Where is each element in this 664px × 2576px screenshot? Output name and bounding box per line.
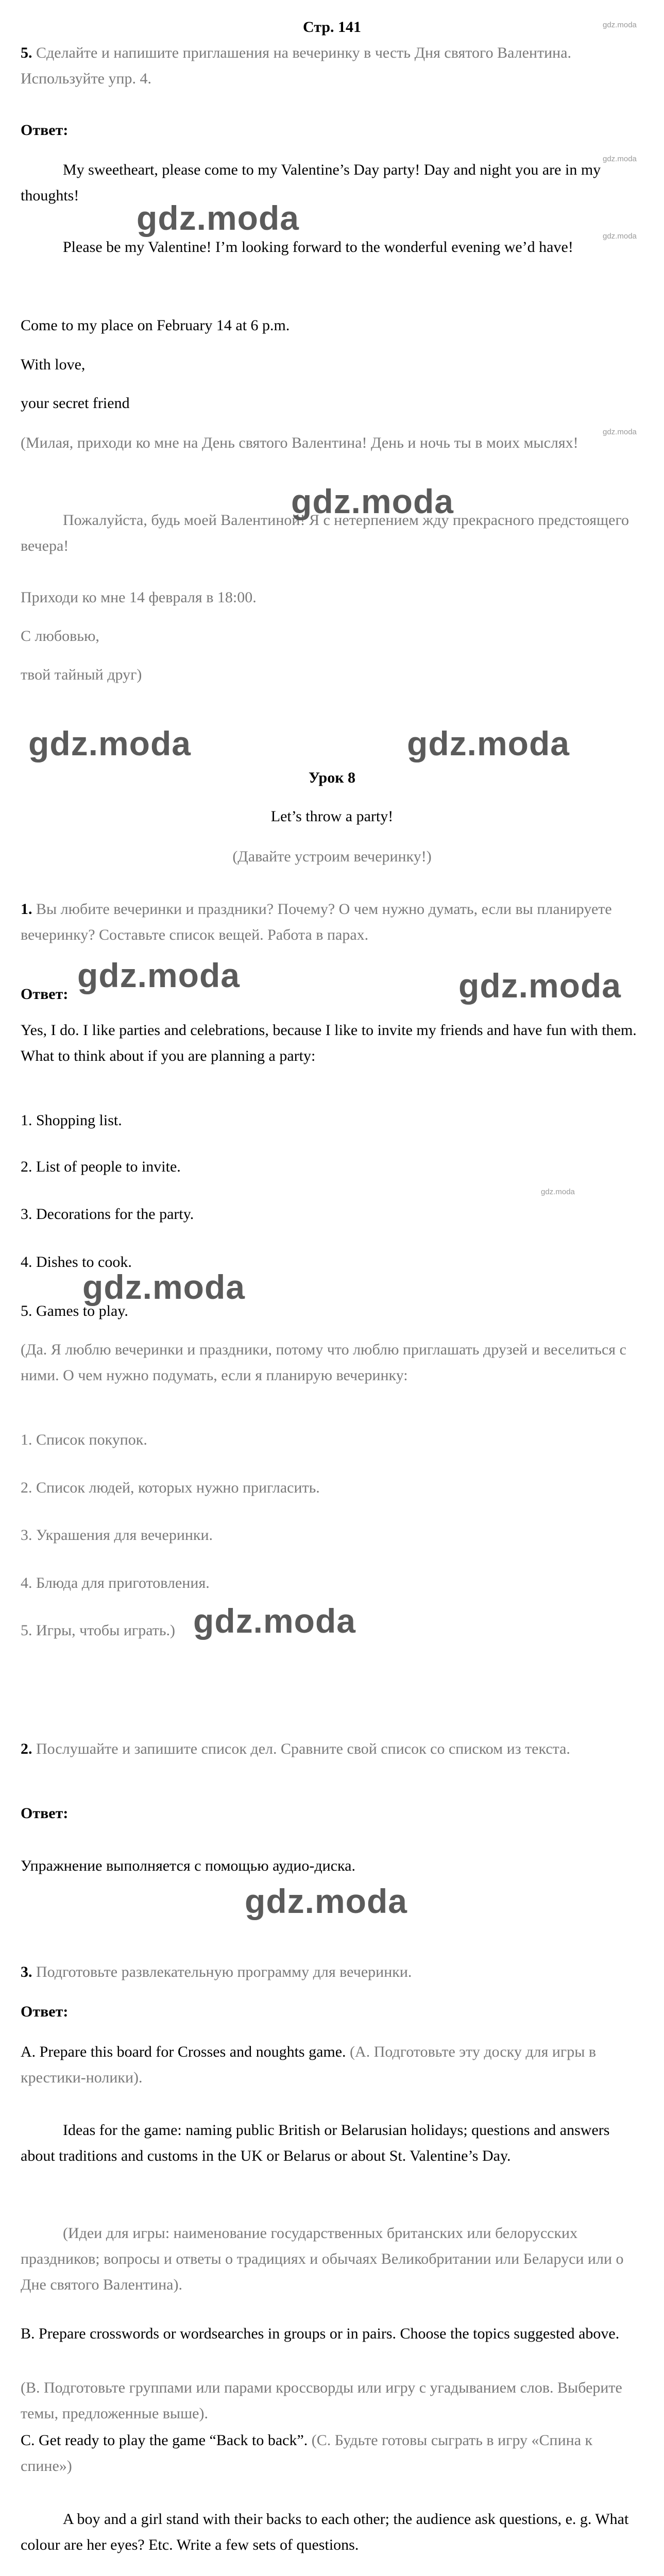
answer-en: C. Get ready to play the game “Back to back”.	[21, 2432, 308, 2449]
answer-label: Ответ:	[21, 986, 69, 1003]
exercise-task-text: Подготовьте развлекательную программу для вечеринки.	[36, 1963, 412, 1980]
translation-line: Пожалуйста, будь моей Валентиной! Я с нетерпением жду прекрасного предстоящего вечера!	[21, 512, 629, 554]
translation-list-item: 3. Украшения для вечеринки.	[21, 1527, 213, 1544]
translation-line: Приходи ко мне 14 февраля в 18:00.	[21, 589, 257, 606]
watermark-small: gdz.moda	[541, 1188, 575, 1196]
watermark-small: gdz.moda	[603, 21, 637, 29]
answer-paragraph: Yes, I do. I like parties and celebrations, because I like to invite my friends and have fun with them. What to think about if you are planning a party:	[21, 1022, 637, 1064]
exercise-number: 2.	[21, 1740, 32, 1757]
watermark-logo: gdz.moda	[407, 724, 570, 762]
lesson-subtitle-translation: (Давайте устроим вечеринку!)	[232, 848, 432, 865]
watermark-logo: gdz.moda	[28, 724, 191, 762]
answer-line: With love,	[21, 356, 86, 373]
lesson-subtitle: Let’s throw a party!	[270, 808, 394, 825]
watermark-logo: gdz.moda	[82, 1268, 245, 1306]
translation-list-item: 4. Блюда для приготовления.	[21, 1574, 210, 1591]
answer-paragraph	[21, 2428, 639, 2479]
exercise-3-task	[21, 1959, 639, 1985]
watermark-small: gdz.moda	[603, 155, 637, 163]
list-item: 3. Decorations for the party.	[21, 1206, 194, 1223]
page-number: Стр. 141	[302, 19, 362, 36]
exercise-task-text: Послушайте и запишите список дел. Сравните свой список со списком из текста.	[36, 1740, 570, 1757]
answer-paragraph: A boy and a girl stand with their backs to each other; the audience ask questions, e. g. What colour are her eyes? Etc. Write a few sets of questions.	[21, 2511, 629, 2553]
watermark-small: gdz.moda	[603, 232, 637, 241]
watermark-logo: gdz.moda	[291, 482, 454, 520]
watermark-logo: gdz.moda	[458, 967, 621, 1005]
translation-paragraph: (Да. Я люблю вечеринки и праздники, потому что люблю приглашать друзей и веселиться с ними. О чем нужно подумать, если я планирую вечеринку:	[21, 1341, 626, 1384]
answer-line: Come to my place on February 14 at 6 p.m.	[21, 317, 290, 334]
answer-line: Please be my Valentine! I’m looking forward to the wonderful evening we’d have!	[63, 239, 573, 256]
answer-label: Ответ:	[21, 122, 69, 139]
answer-line: My sweetheart, please come to my Valentine’s Day party! Day and night you are in my thoughts!	[21, 161, 601, 204]
answer-en: A. Prepare this board for Crosses and noughts game.	[21, 2043, 346, 2060]
answer-paragraph	[21, 2039, 639, 2091]
watermark-logo: gdz.moda	[193, 1602, 356, 1640]
list-item: 4. Dishes to cook.	[21, 1253, 132, 1270]
exercise-5-task	[21, 40, 639, 92]
translation-line: С любовью,	[21, 628, 99, 645]
exercise-number: 5.	[21, 44, 32, 61]
translation-line: (Милая, приходи ко мне на День святого Валентина! День и ночь ты в моих мыслях!	[21, 434, 578, 451]
list-item: 1. Shopping list.	[21, 1112, 122, 1129]
watermark-logo: gdz.moda	[245, 1882, 407, 1920]
translation-list-item: 5. Игры, чтобы играть.)	[21, 1622, 176, 1639]
list-item: 2. List of people to invite.	[21, 1158, 181, 1175]
answer-ru: (С. Будьте готовы сыграть в игру «Спина к спине»)	[21, 2432, 593, 2475]
answer-paragraph: B. Prepare crosswords or wordsearches in groups or in pairs. Choose the topics suggested above.	[21, 2325, 620, 2342]
answer-label: Ответ:	[21, 2003, 69, 2020]
exercise-1-task	[21, 896, 639, 948]
answer-line: your secret friend	[21, 395, 130, 412]
watermark-logo: gdz.moda	[77, 956, 240, 994]
answer-paragraph: Ideas for the game: naming public British or Belarusian holidays; questions and answers about traditions and customs in the UK or Belarus or about St. Valentine’s Day.	[21, 2122, 610, 2164]
translation-list-item: 2. Список людей, которых нужно пригласить.	[21, 1479, 320, 1496]
answer-ru: (А. Подготовьте эту доску для игры в крестики-нолики).	[21, 2043, 597, 2086]
translation-list-item: 1. Список покупок.	[21, 1431, 147, 1448]
exercise-task-text: Сделайте и напишите приглашения на вечеринку в честь Дня святого Валентина. Используйте упр. 4.	[21, 44, 572, 87]
translation-paragraph: (Идеи для игры: наименование государственных британских или белорусских праздников; вопросы и ответы о традициях и обычаях Великобритании или Беларуси или о Дне святого Валентина).	[21, 2225, 624, 2293]
answer-paragraph: Упражнение выполняется с помощью аудио-диска.	[21, 1857, 355, 1874]
watermark-small: gdz.moda	[603, 428, 637, 436]
translation-paragraph: (B. Подготовьте группами или парами кроссворды или игру с угадыванием слов. Выберите темы, предложенные выше).	[21, 2379, 622, 2422]
watermark-logo: gdz.moda	[137, 199, 299, 237]
list-item: 5. Games to play.	[21, 1302, 128, 1319]
answer-label: Ответ:	[21, 1805, 69, 1822]
lesson-title: Урок 8	[308, 769, 356, 786]
exercise-number: 3.	[21, 1963, 32, 1980]
exercise-number: 1.	[21, 901, 32, 918]
translation-line: твой тайный друг)	[21, 666, 142, 683]
exercise-task-text: Вы любите вечеринки и праздники? Почему? О чем нужно думать, если вы планируете вечеринку? Составьте список вещей. Работа в парах.	[21, 901, 612, 943]
exercise-2-task	[21, 1736, 639, 1762]
